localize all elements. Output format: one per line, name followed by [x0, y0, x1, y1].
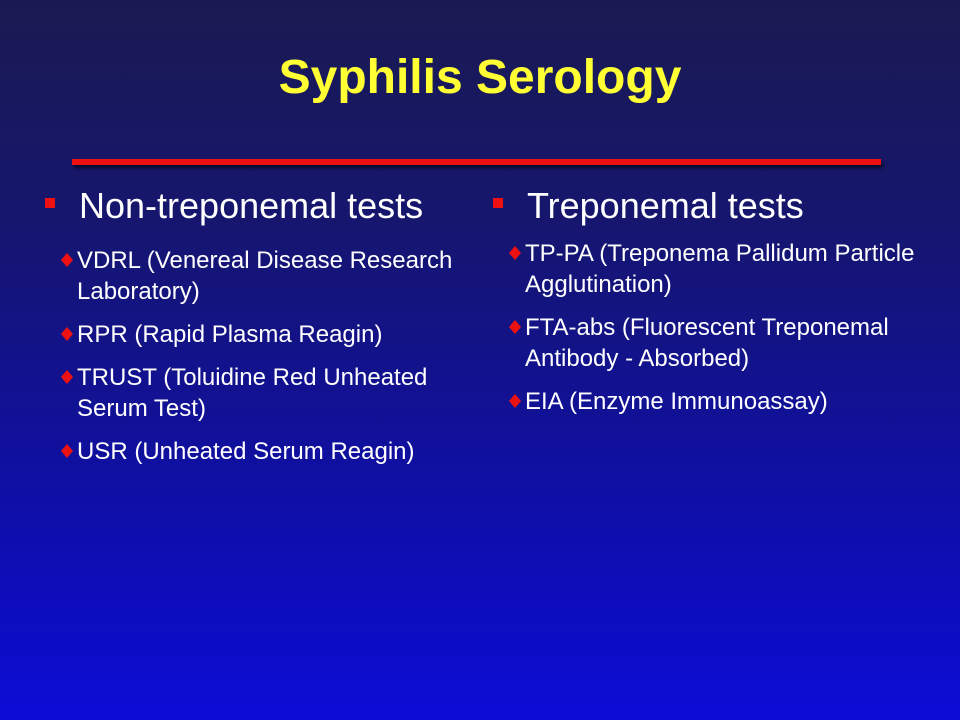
right-heading-item [493, 175, 923, 237]
list-item [45, 362, 465, 424]
diamond-bullet-icon [61, 370, 73, 384]
left-heading: Non-treponemal tests [79, 185, 424, 226]
diamond-bullet-icon [509, 394, 521, 408]
slide-title: Syphilis Serology [278, 51, 682, 104]
left-column [45, 175, 465, 467]
diamond-bullet-icon [61, 327, 73, 341]
list-item [45, 245, 465, 307]
right-heading: Treponemal tests [527, 185, 804, 226]
square-bullet-icon [45, 198, 55, 208]
right-column [493, 175, 923, 417]
left-heading-item [45, 175, 465, 237]
square-bullet-icon [493, 198, 503, 208]
list-item-label: VDRL (Venereal Disease Research Laboratory) [77, 247, 453, 305]
list-item-label: TP-PA (Treponema Pallidum Particle Agglutination) [525, 240, 915, 298]
right-list [493, 238, 923, 417]
diamond-bullet-icon [61, 253, 73, 267]
diamond-bullet-icon [509, 320, 521, 334]
list-item-label: USR (Unheated Serum Reagin) [77, 438, 415, 465]
title-divider [72, 159, 881, 165]
diamond-bullet-icon [509, 246, 521, 260]
list-item-label: TRUST (Toluidine Red Unheated Serum Test) [77, 364, 428, 422]
list-item [45, 436, 465, 467]
list-item-label: RPR (Rapid Plasma Reagin) [77, 321, 383, 348]
left-list [45, 245, 465, 467]
list-item-label: EIA (Enzyme Immunoassay) [525, 388, 828, 415]
list-item-label: FTA-abs (Fluorescent Treponemal Antibody - Absorbed) [525, 314, 889, 372]
list-item [493, 238, 923, 300]
list-item [45, 319, 465, 350]
diamond-bullet-icon [61, 444, 73, 458]
list-item [493, 386, 923, 417]
list-item [493, 312, 923, 374]
